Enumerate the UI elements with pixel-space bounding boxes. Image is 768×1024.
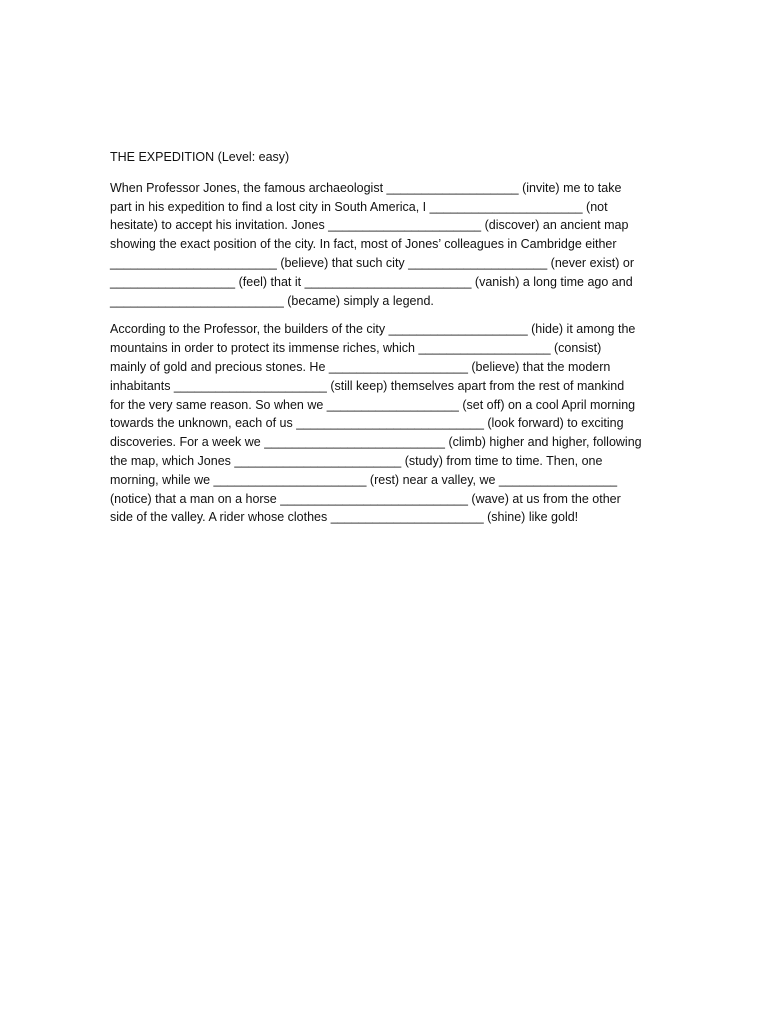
text-line: mountains in order to protect its immense riches, which ___________________ (consist): [110, 341, 602, 356]
text-line: the map, which Jones ________________________ (study) from time to time. Then, one: [110, 453, 603, 468]
text-line: side of the valley. A rider whose clothes ______________________ (shine) like gold!: [110, 510, 579, 525]
text-line: ________________________ (believe) that such city ____________________ (never exist) or: [110, 255, 635, 270]
text-line: towards the unknown, each of us ___________________________ (look forward) to exciting: [110, 416, 624, 431]
text-line: morning, while we ______________________ (rest) near a valley, we _________________: [110, 472, 618, 487]
text-line: discoveries. For a week we __________________________ (climb) higher and higher, following: [110, 435, 642, 450]
text-line: part in his expedition to find a lost city in South America, I ______________________ (not: [110, 199, 608, 214]
text-line: According to the Professor, the builders of the city ____________________ (hide) it among the: [110, 322, 636, 337]
text-line: __________________ (feel) that it ________________________ (vanish) a long time ago and: [110, 274, 633, 289]
text-line: _________________________ (became) simply a legend.: [110, 293, 434, 308]
document-title: THE EXPEDITION (Level: easy): [110, 150, 290, 164]
text-line: for the very same reason. So when we ___________________ (set off) on a cool April morning: [110, 397, 636, 412]
text-line: hesitate) to accept his invitation. Jones ______________________ (discover) an ancient map: [110, 218, 629, 233]
text-line: When Professor Jones, the famous archaeologist ___________________ (invite) me to take: [110, 180, 622, 195]
text-line: inhabitants ______________________ (still keep) themselves apart from the rest of mankind: [110, 378, 625, 393]
text-line: showing the exact position of the city. In fact, most of Jones’ colleagues in Cambridge either: [110, 237, 617, 252]
text-line: (notice) that a man on a horse ___________________________ (wave) at us from the other: [110, 491, 621, 506]
document-body: [110, 148, 670, 537]
paragraph-2: [110, 320, 670, 527]
text-line: mainly of gold and precious stones. He ____________________ (believe) that the modern: [110, 359, 611, 374]
paragraph-1: [110, 179, 670, 311]
